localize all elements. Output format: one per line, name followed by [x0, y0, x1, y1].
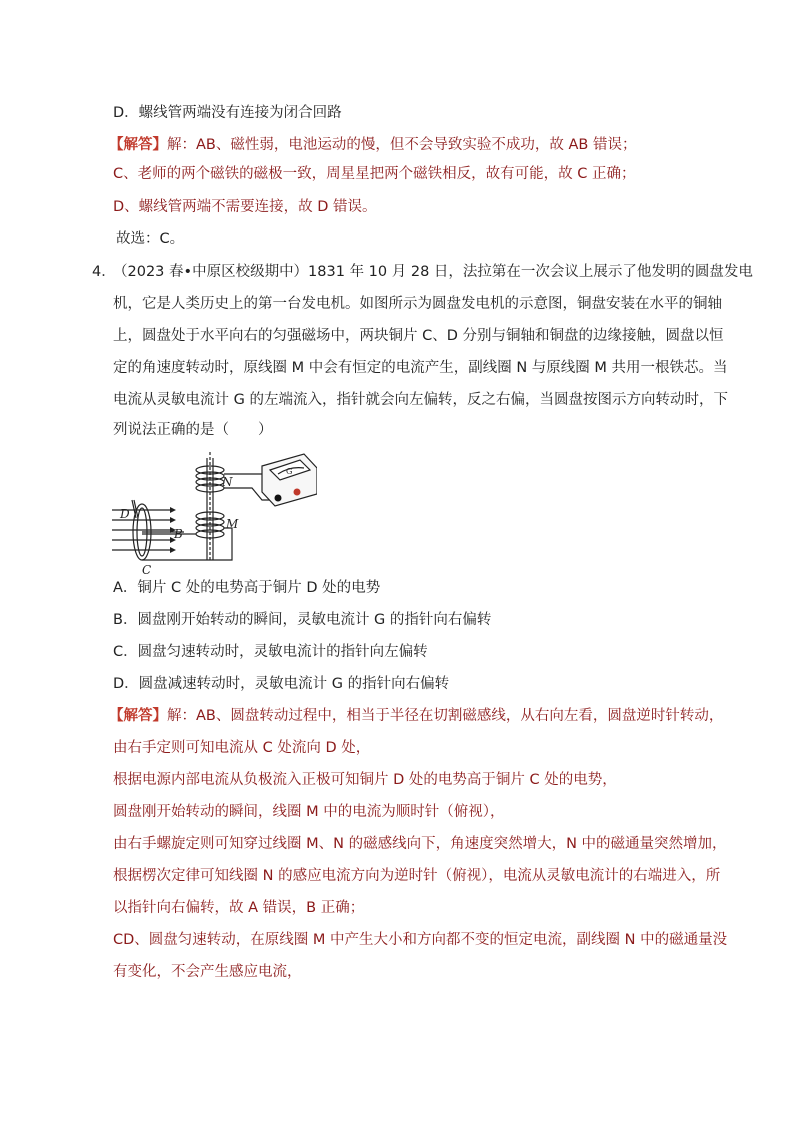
stem-line-5: 电流从灵敏电流计 G 的左端流入，指针就会向左偏转，反之右偏，当圆盘按图示方向转动时，下 — [113, 392, 728, 408]
solution-line-9: 有变化，不会产生感应电流， — [113, 964, 302, 980]
solution-line-1 — [109, 706, 724, 726]
solution-line-8: CD、圆盘匀速转动，在原线圈 M 中产生大小和方向都不变的恒定电流，副线圈 N 中的磁通量没 — [113, 932, 728, 948]
option-d: D．圆盘减速转动时，灵敏电流计 G 的指针向右偏转 — [113, 676, 450, 692]
solution-line-6: 根据楞次定律可知线圈 N 的感应电流方向为逆时针（俯视），电流从灵敏电流计的右端进入，所 — [113, 868, 721, 884]
label-c: C — [142, 563, 152, 576]
galvanometer — [262, 454, 317, 506]
solution-line-5: 由右手螺旋定则可知穿过线圈 M、N 的磁感线向下，角速度突然增大，N 中的磁通量突然增加， — [113, 836, 727, 852]
option-c: C．圆盘匀速转动时，灵敏电流计的指针向左偏转 — [113, 644, 428, 660]
solution-line-4: 圆盘刚开始转动的瞬间，线圈 M 中的电流为顺时针（俯视）， — [113, 804, 505, 820]
prev-answer-tag: 【解答】 — [109, 137, 167, 153]
solution-tag: 【解答】 — [109, 708, 167, 724]
label-b: B — [174, 527, 183, 541]
label-n: N — [222, 475, 233, 489]
solution-text-1: 解：AB、圆盘转动过程中，相当于半径在切割磁感线，从右向左看，圆盘逆时针转动， — [167, 708, 724, 724]
label-g: G — [286, 467, 293, 476]
solution-line-3: 根据电源内部电流从负极流入正极可知铜片 D 处的电势高于铜片 C 处的电势， — [113, 772, 617, 788]
label-d: D — [120, 507, 130, 521]
stem-line-4: 定的角速度转动时，原线圈 M 中会有恒定的电流产生，副线圈 N 与原线圈 M 共用一根铁芯。当 — [113, 360, 728, 376]
prev-answer-choice: 故选：C。 — [116, 231, 185, 247]
stem-line-2: 机，它是人类历史上的第一台发电机。如图所示为圆盘发电机的示意图，铜盘安装在水平的铜轴 — [113, 296, 722, 312]
prev-answer-line-1 — [109, 135, 714, 155]
solution-line-2: 由右手定则可知电流从 C 处流向 D 处， — [113, 740, 371, 756]
stem-line-6: 列说法正确的是（ ） — [113, 422, 273, 438]
disc-generator-figure — [112, 448, 317, 576]
prev-answer-line-2: C、老师的两个磁铁的磁极一致，周星星把两个磁铁相反，故有可能，故 C 正确； — [113, 166, 636, 182]
label-m: M — [226, 517, 239, 531]
option-a: A．铜片 C 处的电势高于铜片 D 处的电势 — [113, 580, 381, 596]
prev-option-d: D．螺线管两端没有连接为闭合回路 — [113, 105, 342, 121]
prev-answer-line-3: D、螺线管两端不需要连接，故 D 错误。 — [113, 199, 377, 215]
prev-answer-text-1: 解：AB、磁性弱，电池运动的慢，但不会导致实验不成功，故 AB 错误； — [167, 137, 637, 153]
question-number: 4． — [92, 264, 116, 280]
option-b: B．圆盘刚开始转动的瞬间，灵敏电流计 G 的指针向右偏转 — [113, 612, 492, 628]
solution-line-7: 以指针向右偏转，故 A 错误，B 正确； — [113, 900, 365, 916]
stem-line-3: 上，圆盘处于水平向右的匀强磁场中，两块铜片 C、D 分别与铜轴和铜盘的边缘接触，圆盘以恒 — [113, 328, 724, 344]
stem-line-1: （2023 春•中原区校级期中）1831 年 10 月 28 日，法拉第在一次会议上展示了他发明的圆盘发电 — [113, 264, 753, 280]
